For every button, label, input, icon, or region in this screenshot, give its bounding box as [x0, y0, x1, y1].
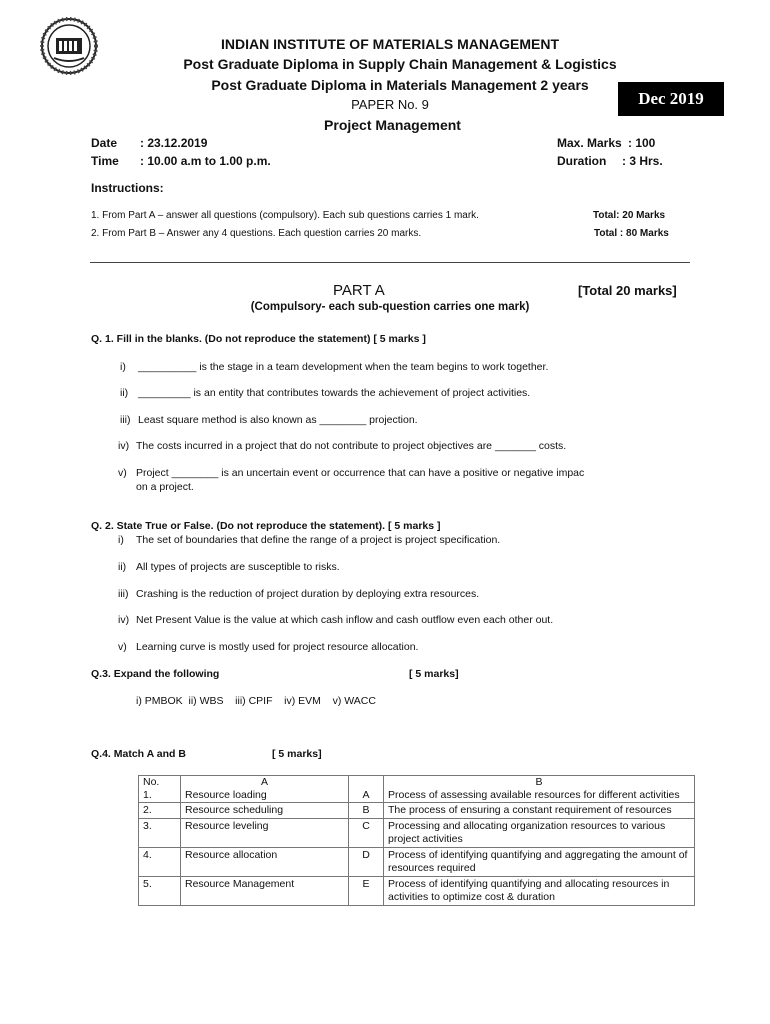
row-a: Resource allocation	[181, 848, 349, 877]
q2-item-text: Learning curve is mostly used for project resource allocation.	[136, 641, 419, 653]
exam-month-badge: Dec 2019	[618, 82, 724, 116]
date-value: : 23.12.2019	[140, 136, 208, 150]
row-no: 3.	[139, 819, 181, 848]
row-letter: A	[349, 776, 384, 803]
row-no: 5.	[139, 877, 181, 906]
header-b: B Process of assessing available resources for different activities	[384, 776, 695, 803]
program-title-1: Post Graduate Diploma in Supply Chain Management & Logistics	[183, 56, 617, 72]
q2-item-num: iii)	[118, 588, 129, 600]
duration-value: : 3 Hrs.	[622, 154, 663, 168]
subject-title: Project Management	[324, 117, 461, 133]
q1-item-num: i)	[120, 361, 126, 373]
row-b: Process of identifying quantifying and aggregating the amount of resources required	[384, 848, 695, 877]
q2-item-text: Net Present Value is the value at which cash inflow and cash outflow even each other out.	[136, 614, 554, 626]
table-row	[139, 819, 695, 848]
date-label: Date	[91, 136, 118, 150]
q1-item-text: Least square method is also known as ________ projection.	[138, 414, 418, 426]
q1-item-num: iii)	[120, 414, 131, 426]
divider	[90, 262, 690, 263]
instruction-2: 2. From Part B – Answer any 4 questions. Each question carries 20 marks.	[91, 228, 422, 239]
row-letter: E	[349, 877, 384, 906]
row-letter: C	[349, 819, 384, 848]
q1-item-num: v)	[118, 467, 127, 479]
header-a: A Resource loading	[181, 776, 349, 803]
table-row	[139, 803, 695, 819]
q1-item-continuation: on a project.	[136, 481, 194, 493]
q2-item-text: Crashing is the reduction of project duration by deploying extra resources.	[136, 588, 480, 600]
program-title-2: Post Graduate Diploma in Materials Management 2 years	[211, 77, 589, 93]
q2-item-num: ii)	[118, 561, 127, 573]
max-marks-label: Max. Marks	[557, 136, 622, 150]
part-a-total: [Total 20 marks]	[578, 283, 677, 298]
q4-marks: [ 5 marks]	[272, 748, 322, 760]
q2-item-text: All types of projects are susceptible to risks.	[136, 561, 340, 573]
q1-item-text: Project ________ is an uncertain event or occurrence that can have a positive or negative impac	[136, 467, 585, 479]
row-no: 2.	[139, 803, 181, 819]
q3-heading: Q.3. Expand the following	[91, 668, 220, 680]
instructions-heading: Instructions:	[91, 181, 164, 195]
instruction-1: 1. From Part A – answer all questions (compulsory). Each sub questions carries 1 mark.	[91, 210, 479, 221]
row-no: 4.	[139, 848, 181, 877]
q2-item-num: i)	[118, 534, 124, 546]
row-a: Resource leveling	[181, 819, 349, 848]
match-table	[138, 775, 695, 906]
q3-marks: [ 5 marks]	[409, 668, 459, 680]
header-no: No. 1.	[139, 776, 181, 803]
q1-item-num: ii)	[120, 387, 129, 399]
row-a: Resource Management	[181, 877, 349, 906]
table-header-row	[139, 776, 695, 803]
row-b: Process of identifying quantifying and allocating resources in activities to optimize cost & duration	[384, 877, 695, 906]
institute-name: INDIAN INSTITUTE OF MATERIALS MANAGEMENT	[220, 36, 560, 52]
q1-item-num: iv)	[118, 440, 130, 452]
part-a-title: PART A	[333, 282, 385, 299]
q4-heading: Q.4. Match A and B	[91, 748, 186, 760]
q1-item-text: __________ is the stage in a team development when the team begins to work together.	[138, 361, 549, 373]
row-a: Resource scheduling	[181, 803, 349, 819]
q3-terms: i) PMBOK ii) WBS iii) CPIF iv) EVM v) WACC	[136, 695, 376, 707]
row-b: Processing and allocating organization resources to various project activities	[384, 819, 695, 848]
row-b: The process of ensuring a constant requirement of resources	[384, 803, 695, 819]
row-letter: B	[349, 803, 384, 819]
q2-item-text: The set of boundaries that define the range of a project is project specification.	[136, 534, 501, 546]
time-value: : 10.00 a.m to 1.00 p.m.	[140, 154, 271, 168]
q2-item-num: iv)	[118, 614, 130, 626]
paper-number: PAPER No. 9	[351, 97, 429, 112]
table-row	[139, 848, 695, 877]
q2-heading: Q. 2. State True or False. (Do not reproduce the statement). [ 5 marks ]	[91, 520, 441, 532]
instruction-1-total: Total: 20 Marks	[593, 210, 666, 221]
duration-label: Duration	[557, 154, 607, 168]
instruction-2-total: Total : 80 Marks	[594, 228, 669, 239]
q1-item-text: _________ is an entity that contributes towards the achievement of project activities.	[138, 387, 531, 399]
q1-heading: Q. 1. Fill in the blanks. (Do not reproduce the statement) [ 5 marks ]	[91, 333, 426, 345]
q1-item-text: The costs incurred in a project that do not contribute to project objectives are _______ costs.	[136, 440, 567, 452]
time-label: Time	[91, 154, 119, 168]
q2-item-num: v)	[118, 641, 127, 653]
row-letter: D	[349, 848, 384, 877]
part-a-subtitle: (Compulsory- each sub-question carries one mark)	[250, 301, 530, 313]
table-row	[139, 877, 695, 906]
max-marks-value: : 100	[628, 136, 656, 150]
